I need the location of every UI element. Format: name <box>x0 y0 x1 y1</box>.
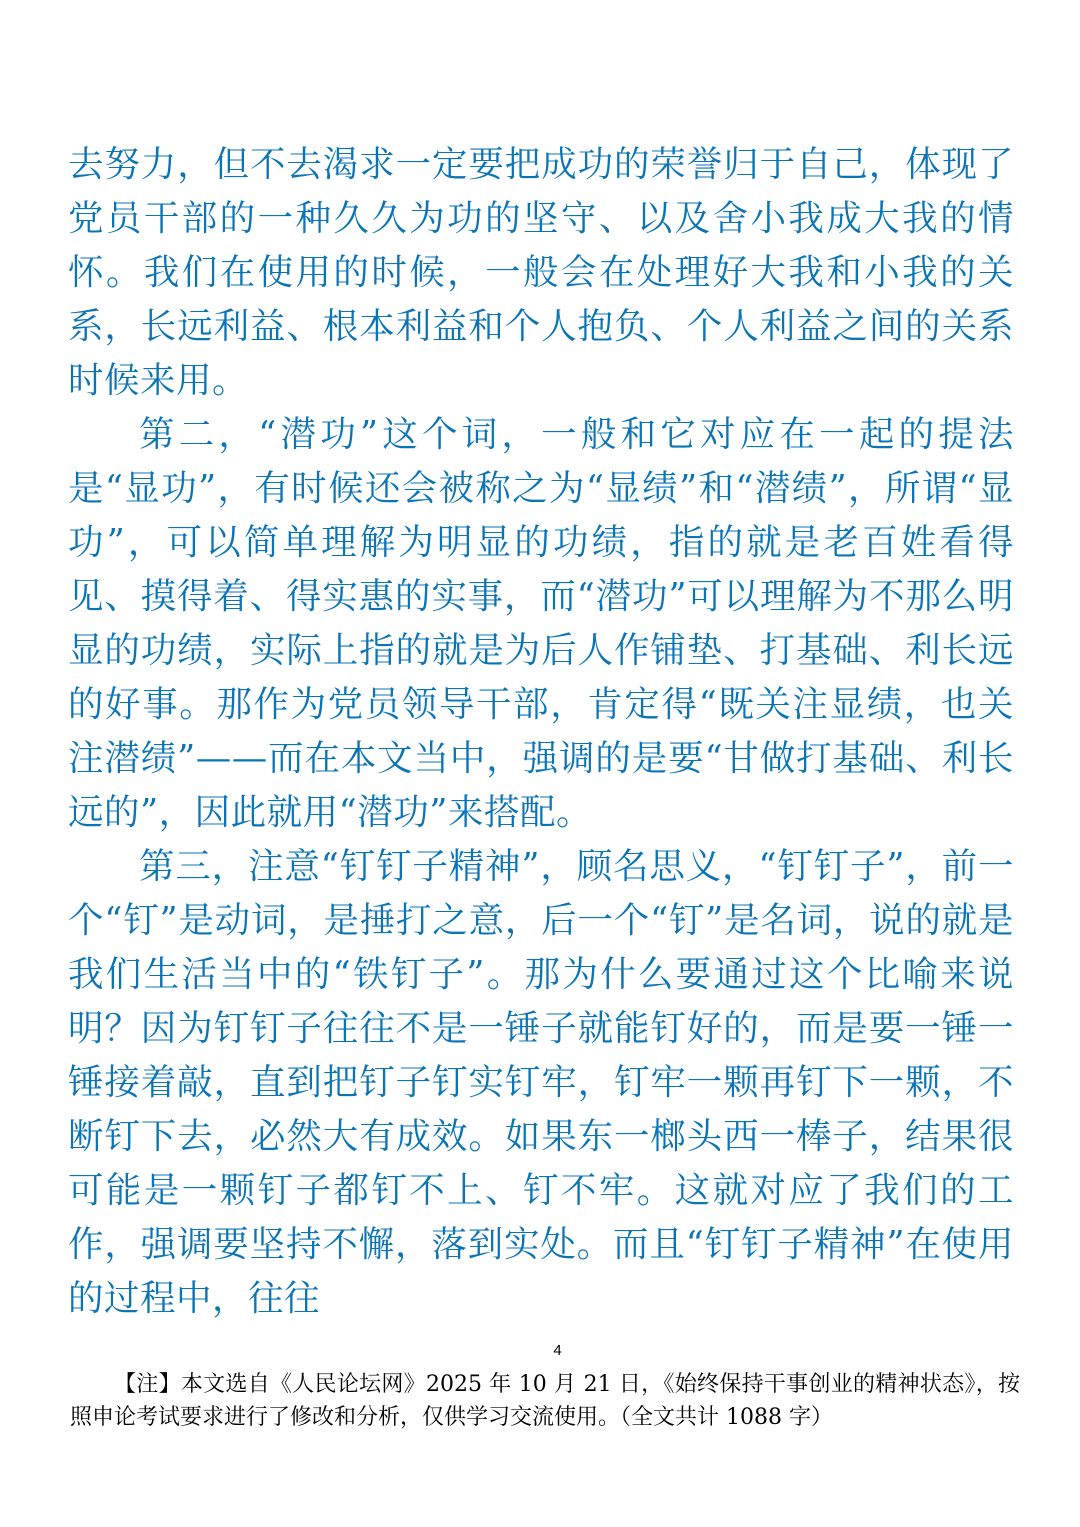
paragraph-third-point: 第三，注意“钉钉子精神”，顾名思义，“钉钉子”，前一个“钉”是动词，是捶打之意，后一个“钉”是名词，说的就是我们生活当中的“铁钉子”。那为什么要通过这个比喻来说明？因为钉钉子往往不是一锤子就能钉好的，而是要一锤一锤接着敲，直到把钉子钉实钉牢，钉牢一颗再钉下一颗，不断钉下去，必然大有成效。如果东一榔头西一棒子，结果很可能是一颗钉子都钉不上、钉不牢。这就对应了我们的工作，强调要坚持不懈，落到实处。而且“钉钉子精神”在使用的过程中，往往 <box>68 846 1014 1319</box>
source-footnote: 【注】本文选自《人民论坛网》2025 年 10 月 21 日，《始终保持干事创业的精神状态》，按照申论考试要求进行了修改和分析，仅供学习交流使用。（全文共计 1088 字） <box>70 1372 1020 1430</box>
paragraph-continuation: 去努力，但不去渴求一定要把成功的荣誉归于自己，体现了党员干部的一种久久为功的坚守、以及舍小我成大我的情怀。我们在使用的时候，一般会在处理好大我和小我的关系，长远利益、根本利益和个人抱负、个人利益之间的关系时候来用。 <box>68 144 1014 401</box>
page-number: 4 <box>553 1342 562 1359</box>
article-body <box>68 138 1014 1326</box>
paragraph-second-point: 第二，“潜功”这个词，一般和它对应在一起的提法是“显功”，有时候还会被称之为“显绩”和“潜绩”，所谓“显功”，可以简单理解为明显的功绩，指的就是老百姓看得见、摸得着、得实惠的实事，而“潜功”可以理解为不那么明显的功绩，实际上指的就是为后人作铺垫、打基础、利长远的好事。那作为党员领导干部，肯定得“既关注显绩，也关注潜绩”——而在本文当中，强调的是要“甘做打基础、利长远的”，因此就用“潜功”来搭配。 <box>68 414 1014 833</box>
